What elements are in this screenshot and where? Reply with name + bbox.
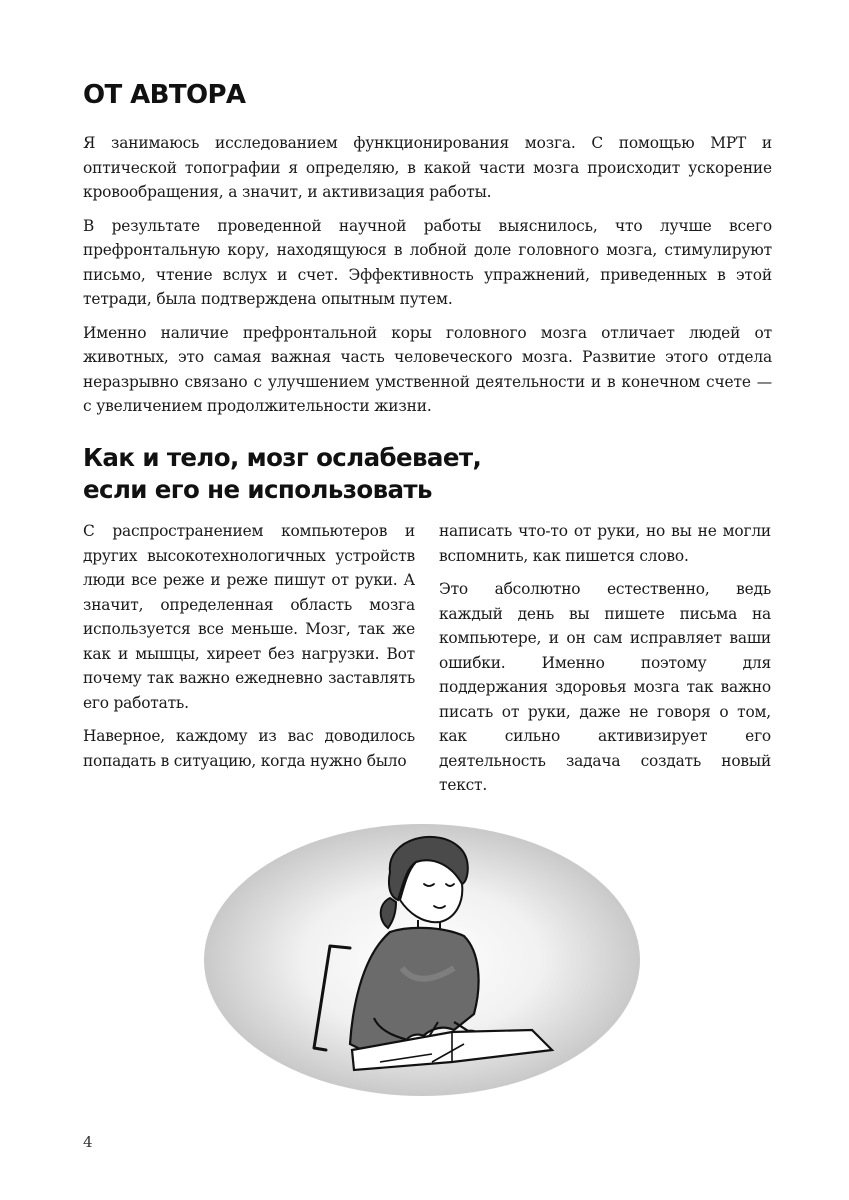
body-paragraph: С распространением компьютеров и других высокотехнологичных устройств люди все реже и реже пишут от руки. А значит, определенная область мозга используется все меньше. Мозг, так же как и мышцы, хиреет без нагрузки. Вот почему так важно ежедневно заставлять его работать.	[83, 522, 415, 712]
intro-paragraph: Именно наличие префронтальной коры головного мозга отличает людей от животных, это самая важная часть человеческого мозга. Развитие этого отдела неразрывно связано с улучшением умственной деятельности и в конечном счете — с увеличением продолжительности жизни.	[83, 323, 772, 415]
intro-paragraph: В результате проведенной научной работы выяснилось, что лучше всего префронтальную кору, находящуюся в лобной доле головного мозга, стимулируют письмо, чтение вслух и счет. Эффективность упражнений, приведенных в этой тетради, была подтверждена опытным путем.	[83, 216, 772, 308]
section-heading-line: Как и тело, мозг ослабевает,	[83, 443, 482, 472]
left-column	[83, 519, 415, 782]
woman-writing-illustration	[202, 818, 642, 1098]
body-paragraph: Наверное, каждому из вас доводилось попадать в ситуацию, когда нужно было	[83, 727, 415, 770]
page-number: 4	[83, 1133, 93, 1151]
section-heading	[83, 442, 772, 506]
section-heading-line: если его не использовать	[83, 475, 432, 504]
right-column	[439, 519, 771, 807]
body-paragraph: Это абсолютно естественно, ведь каждый день вы пишете письма на компьютере, и он сам исправляет ваши ошибки. Именно поэтому для поддержания здоровья мозга так важно писать от руки, даже не говоря о том, как сильно активизирует его деятельность задача создать новый текст.	[439, 580, 771, 794]
body-paragraph: написать что-то от руки, но вы не могли вспомнить, как пишется слово.	[439, 522, 771, 565]
intro-paragraph: Я занимаюсь исследованием функционирования мозга. С помощью МРТ и оптической топографии я определяю, в какой части мозга происходит ускорение кровообращения, а значит, и активизация работы.	[83, 134, 772, 201]
intro-text	[83, 131, 772, 428]
heading-from-author: ОТ АВТОРА	[83, 80, 246, 110]
